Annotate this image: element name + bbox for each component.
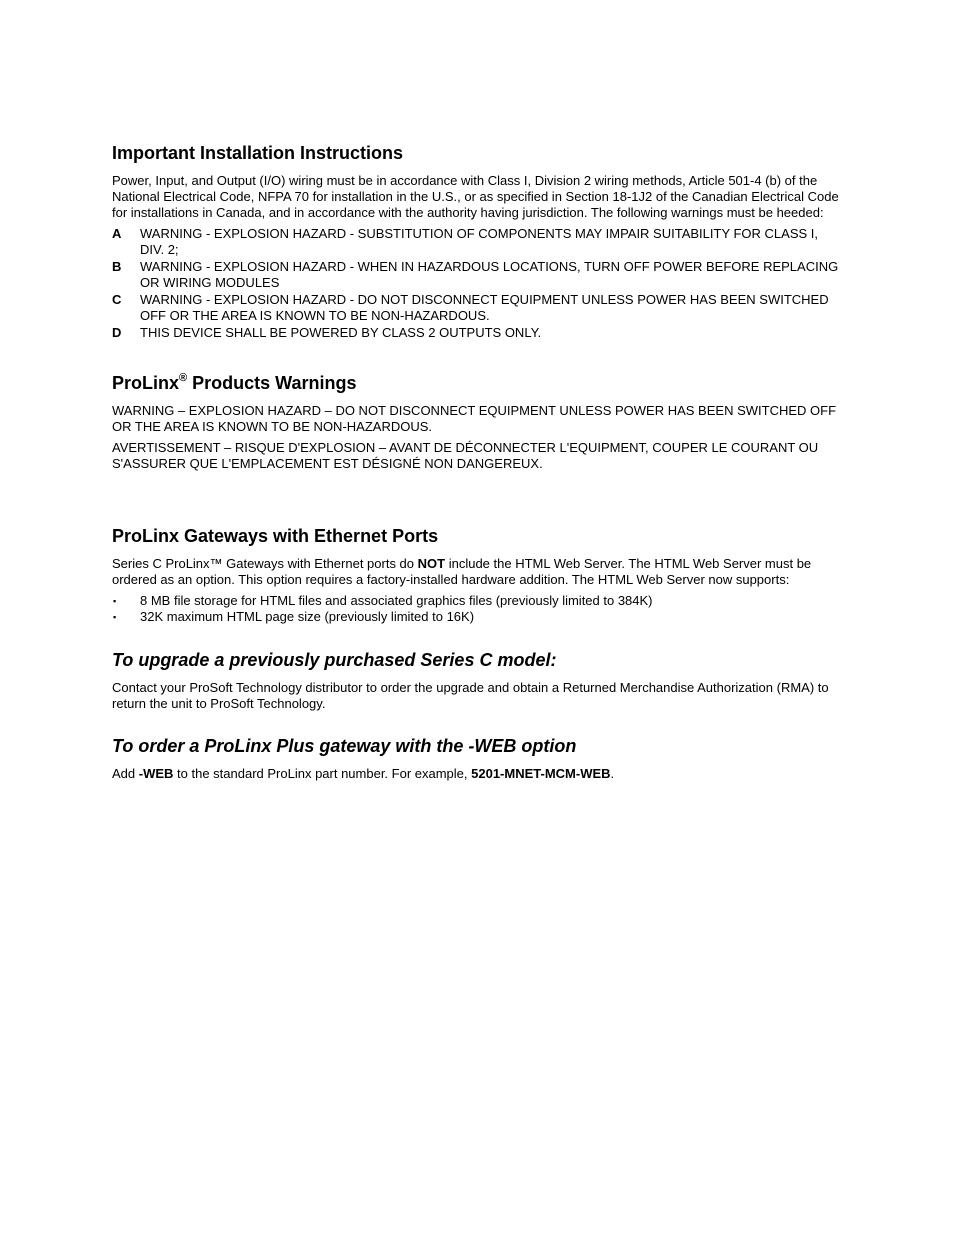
list-item bbox=[112, 593, 844, 609]
gateways-body bbox=[112, 556, 844, 588]
list-item-text: 32K maximum HTML page size (previously limited to 16K) bbox=[140, 609, 475, 624]
order-body-part-1: Add bbox=[112, 766, 139, 781]
list-item-text: 8 MB file storage for HTML files and associated graphics files (previously limited to 384K) bbox=[140, 593, 653, 608]
installation-warning-list bbox=[112, 226, 844, 341]
product-warnings-title-prefix: ProLinx bbox=[112, 373, 180, 393]
warning-letter: C bbox=[112, 292, 122, 307]
registered-mark: ® bbox=[179, 372, 188, 384]
gateways-body-start: Series C ProLinx™ Gateways with Ethernet ports do bbox=[112, 556, 418, 571]
warning-text: WARNING - EXPLOSION HAZARD - WHEN IN HAZARDOUS LOCATIONS, TURN OFF POWER BEFORE REPLACING OR WIRING MODULES bbox=[140, 259, 839, 290]
installation-body: Power, Input, and Output (I/O) wiring must be in accordance with Class I, Division 2 wiring methods, Article 501-4 (b) of the National Electrical Code, NFPA 70 for installation in the U.S., or as specified in Section 18-1J2 of the Canadian Electrical Code for installations in Canada, and in accordance with the authority having jurisdiction. The following warnings must be heeded: bbox=[112, 173, 839, 220]
order-web-suffix: -WEB bbox=[138, 766, 174, 781]
order-body-part-3: . bbox=[610, 766, 615, 781]
bullet-icon: ▪ bbox=[113, 596, 117, 606]
warning-text: WARNING - EXPLOSION HAZARD - SUBSTITUTION OF COMPONENTS MAY IMPAIR SUITABILITY FOR CLASS I, DIV. 2; bbox=[140, 226, 819, 257]
document-page bbox=[112, 142, 844, 782]
warning-item bbox=[112, 325, 844, 341]
installation-title: Important Installation Instructions bbox=[112, 143, 404, 163]
gateways-feature-list bbox=[112, 593, 844, 625]
list-item bbox=[112, 609, 844, 625]
upgrade-body: Contact your ProSoft Technology distributor to order the upgrade and obtain a Returned Merchandise Authorization (RMA) to return the unit to ProSoft Technology. bbox=[112, 680, 829, 711]
order-part-number: 5201-MNET-MCM-WEB bbox=[471, 766, 611, 781]
upgrade-title: To upgrade a previously purchased Series C model: bbox=[112, 650, 557, 670]
bullet-icon: ▪ bbox=[113, 612, 117, 622]
product-warning-english: WARNING – EXPLOSION HAZARD – DO NOT DISCONNECT EQUIPMENT UNLESS POWER HAS BEEN SWITCHED OFF OR THE AREA IS KNOWN TO BE NON-HAZARDOUS. bbox=[112, 403, 837, 434]
warning-text: WARNING - EXPLOSION HAZARD - DO NOT DISCONNECT EQUIPMENT UNLESS POWER HAS BEEN SWITCHED OFF OR THE AREA IS KNOWN TO BE NON-HAZARDOUS. bbox=[140, 292, 829, 323]
warning-item bbox=[112, 292, 844, 324]
order-title: To order a ProLinx Plus gateway with the -WEB option bbox=[112, 736, 577, 756]
gateways-body-end: include the HTML Web Server. The HTML Web Server must be ordered as an option. This option requires a factory-installed hardware addition. The HTML Web Server now supports: bbox=[112, 556, 812, 587]
order-body bbox=[112, 766, 844, 782]
warning-item bbox=[112, 226, 844, 258]
product-warning-french: AVERTISSEMENT – RISQUE D'EXPLOSION – AVANT DE DÉCONNECTER L'EQUIPMENT, COUPER LE COURANT OU S'ASSURER QUE L'EMPLACEMENT EST DÉSIGNÉ NON DANGEREUX. bbox=[112, 440, 819, 471]
warning-letter: D bbox=[112, 325, 122, 340]
warning-letter: B bbox=[112, 259, 122, 274]
product-warnings-title-suffix: Products Warnings bbox=[187, 373, 357, 393]
product-warnings-title bbox=[112, 372, 844, 394]
warning-letter: A bbox=[112, 226, 122, 241]
order-body-part-2: to the standard ProLinx part number. For example, bbox=[173, 766, 472, 781]
gateways-title: ProLinx Gateways with Ethernet Ports bbox=[112, 526, 439, 546]
warning-text: THIS DEVICE SHALL BE POWERED BY CLASS 2 OUTPUTS ONLY. bbox=[140, 325, 542, 340]
gateways-body-emphasis: NOT bbox=[417, 556, 446, 571]
warning-item bbox=[112, 259, 844, 291]
